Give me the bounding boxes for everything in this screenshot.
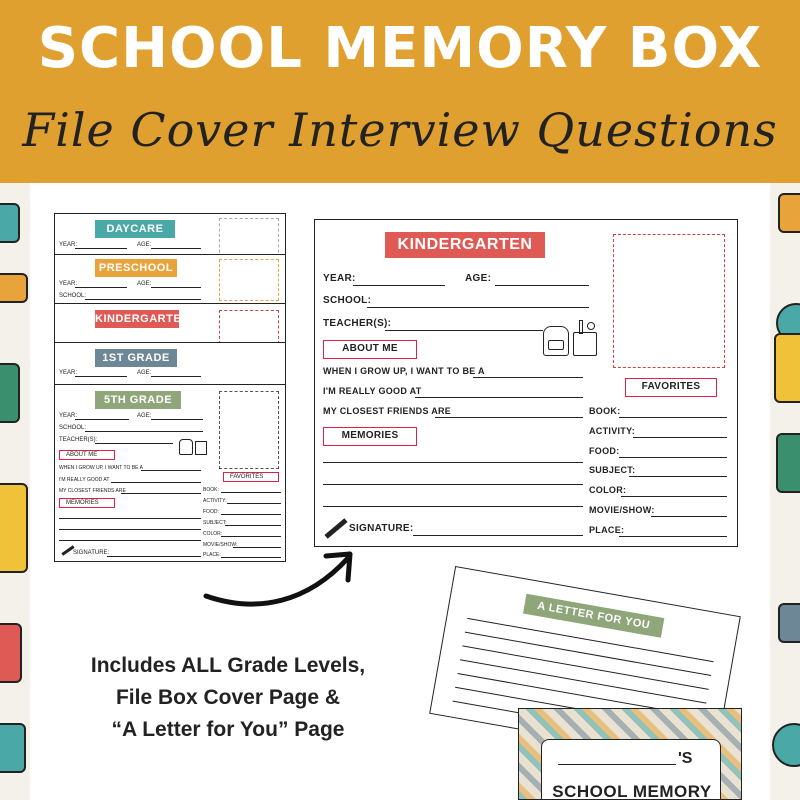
fifth-teacher-label: TEACHER(S): — [59, 437, 98, 443]
fifth-fav-label: PLACE: — [203, 552, 221, 558]
ribbon-daycare: DAYCARE — [95, 220, 175, 238]
fifth-good-line — [111, 482, 201, 483]
big-fav-label: ACTIVITY: — [589, 426, 636, 436]
big-fav-label: FOOD: — [589, 446, 620, 456]
crayon-icon — [0, 203, 20, 243]
earth-icon — [772, 723, 800, 767]
fifth-fav-label: MOVIE/SHOW: — [203, 542, 238, 548]
fifth-fav-line — [221, 514, 281, 515]
fifth-friends-line — [121, 493, 201, 494]
first-year-label: YEAR: — [59, 370, 78, 376]
first-age-line — [151, 376, 201, 377]
fifth-memories-label: MEMORIES — [59, 498, 115, 508]
big-memory-line — [323, 506, 583, 507]
caption-line-1: Includes ALL Grade Levels, — [90, 654, 366, 677]
cover-name-line — [558, 764, 676, 765]
eraser-icon — [778, 193, 800, 233]
big-teacher-label: TEACHER(S): — [323, 318, 392, 329]
fifth-age-line — [151, 419, 203, 420]
paper-plane-icon — [778, 603, 800, 643]
first-age-label: AGE: — [137, 370, 152, 376]
big-grow-label: WHEN I GROW UP, I WANT TO BE A — [323, 366, 485, 376]
big-fav-label: SUBJECT: — [589, 465, 636, 475]
big-school-line — [367, 307, 589, 308]
big-year-label: YEAR: — [323, 273, 356, 284]
feature-caption — [38, 650, 418, 746]
backpack-icon — [0, 623, 22, 683]
first-year-line — [75, 376, 127, 377]
sheet-kindergarten-large — [314, 219, 738, 547]
fifth-school-label: SCHOOL: — [59, 425, 87, 431]
big-fav-line — [633, 437, 727, 438]
daycare-age-label: AGE: — [137, 242, 152, 248]
big-signature-label: SIGNATURE: — [349, 523, 414, 534]
cover-possessive: 'S — [678, 750, 693, 767]
preschool-photo-box — [219, 259, 279, 301]
big-memory-line — [323, 462, 583, 463]
big-fav-line — [619, 457, 727, 458]
fifth-fav-line — [225, 525, 281, 526]
ruler-icon — [0, 273, 28, 303]
preschool-year-label: YEAR: — [59, 281, 78, 287]
fifth-fav-line — [221, 492, 281, 493]
preschool-year-line — [75, 287, 127, 288]
fifth-school-line — [85, 431, 203, 432]
preschool-age-label: AGE: — [137, 281, 152, 287]
daycare-year-label: YEAR: — [59, 242, 78, 248]
big-friends-label: MY CLOSEST FRIENDS ARE — [323, 406, 452, 416]
big-age-label: AGE: — [465, 273, 492, 284]
big-teacher-line — [385, 330, 543, 331]
fifth-photo-box — [219, 391, 279, 469]
left-decor-strip — [0, 183, 30, 800]
curved-arrow-icon — [198, 540, 368, 610]
ribbon-1st-grade: 1ST GRADE — [95, 349, 177, 367]
big-memory-line — [323, 484, 583, 485]
caption-line-3: “A Letter for You” Page — [111, 718, 345, 741]
preschool-age-line — [151, 287, 201, 288]
daycare-age-line — [151, 248, 201, 249]
scissors-icon — [587, 322, 595, 330]
cover-label-box — [541, 739, 721, 800]
big-year-line — [353, 285, 445, 286]
daycare-photo-box — [219, 218, 279, 258]
ribbon-letter: A LETTER FOR YOU — [523, 594, 664, 638]
page-title: SCHOOL MEMORY BOX — [37, 16, 763, 81]
big-fav-line — [621, 496, 727, 497]
fifth-year-label: YEAR: — [59, 413, 78, 419]
fifth-signature-line — [107, 556, 201, 557]
kindergarten-small-photo-box — [219, 310, 279, 344]
ribbon-kindergarten-large: KINDERGARTEN — [385, 232, 545, 258]
fifth-about-label: ABOUT ME — [59, 450, 115, 460]
fifth-age-label: AGE: — [137, 413, 152, 419]
big-grow-line — [473, 377, 583, 378]
page-subtitle: File Cover Interview Questions — [22, 103, 778, 157]
kindergarten-photo-box — [613, 234, 725, 368]
preschool-school-label: SCHOOL: — [59, 293, 87, 299]
big-age-line — [495, 285, 589, 286]
big-good-label: I'M REALLY GOOD AT — [323, 386, 422, 396]
big-fav-line — [629, 476, 727, 477]
fifth-signature-label: SIGNATURE: — [73, 550, 110, 556]
book-stack-icon — [776, 433, 800, 493]
cover-title: SCHOOL MEMORY — [552, 782, 712, 800]
fifth-fav-label: FOOD: — [203, 509, 219, 515]
backpack-pocket — [548, 340, 564, 350]
big-favorites-label: FAVORITES — [625, 378, 717, 397]
big-fav-label: BOOK: — [589, 406, 621, 416]
fifth-fav-line — [227, 503, 281, 504]
ribbon-kindergarten-small: KINDERGARTEN — [95, 310, 179, 328]
big-fav-label: PLACE: — [589, 525, 625, 535]
big-signature-line — [413, 535, 583, 536]
fifth-fav-label: BOOK: — [203, 487, 219, 493]
fifth-teacher-line — [95, 443, 173, 444]
fifth-good-label: I'M REALLY GOOD AT — [59, 477, 110, 483]
pencil-cup-icon — [573, 332, 597, 356]
big-fav-line — [651, 516, 727, 517]
pencil-icon — [324, 518, 347, 539]
big-fav-label: COLOR: — [589, 485, 627, 495]
cover-page-preview — [518, 708, 742, 800]
big-fav-label: MOVIE/SHOW: — [589, 505, 655, 515]
fifth-memory-line — [59, 529, 201, 530]
big-fav-line — [619, 536, 727, 537]
big-memories-label: MEMORIES — [323, 427, 417, 446]
big-school-label: SCHOOL: — [323, 295, 372, 306]
pencil-icon — [0, 723, 26, 773]
fifth-memory-line — [59, 518, 201, 519]
header-banner — [0, 0, 800, 183]
caption-line-2: File Box Cover Page & — [115, 686, 341, 709]
right-decor-strip — [770, 183, 800, 800]
fifth-fav-label: COLOR: — [203, 531, 223, 537]
ruler-icon — [579, 320, 583, 334]
bus-icon — [0, 483, 28, 573]
big-good-line — [415, 397, 583, 398]
backpack-icon — [179, 439, 193, 455]
big-fav-line — [619, 417, 727, 418]
fifth-year-line — [75, 419, 129, 420]
fifth-fav-label: ACTIVITY: — [203, 498, 227, 504]
fifth-grow-line — [141, 470, 201, 471]
fifth-friends-label: MY CLOSEST FRIENDS ARE — [59, 488, 126, 494]
fifth-fav-label: SUBJECT: — [203, 520, 227, 526]
sheet-5th-grade — [54, 384, 286, 562]
supplies-icon — [195, 441, 207, 455]
fifth-fav-line — [221, 536, 281, 537]
tape-icon — [774, 333, 800, 403]
ribbon-5th-grade: 5TH GRADE — [95, 391, 181, 409]
fifth-memory-line — [59, 540, 201, 541]
preschool-school-line — [85, 299, 201, 300]
book-icon — [0, 363, 20, 423]
ribbon-preschool: PRESCHOOL — [95, 259, 177, 277]
fifth-favorites-label: FAVORITES — [223, 472, 279, 482]
big-about-label: ABOUT ME — [323, 340, 417, 359]
big-friends-line — [435, 417, 583, 418]
fifth-grow-label: WHEN I GROW UP, I WANT TO BE A — [59, 465, 143, 471]
daycare-year-line — [75, 248, 127, 249]
